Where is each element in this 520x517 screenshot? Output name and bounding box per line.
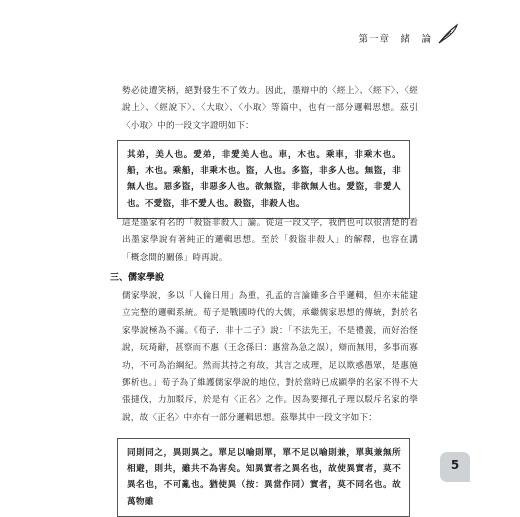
paragraph-mohist-intro: 勢必徒遭笑柄，絕對發生不了效力。因此，墨辯中的〈經上〉、〈經下〉、〈經說上〉、〈經說下〉、〈大取〉、〈小取〉等篇中，也有一部分邏輯思想。茲引〈小取〉中的一段文字證明如下： [122, 86, 418, 131]
section-heading-confucian: 三、儒家學說 [110, 273, 165, 283]
chapter-title: 第一章 緒 論 [358, 34, 432, 45]
paragraph-mohist-conclusion: 這是墨家有名的「殺盜非殺人」論。從這一段文字，我們也可以很清楚的看出墨家學說有著純正的邏輯思想。至於「殺盜非殺人」的解釋，也容在講「概念間的關係」時再說。 [122, 218, 418, 263]
quote-zhengming-text: 同則同之，異則異之。單足以喻則單，單不足以喻則兼，單與兼無所相避，則共，雖共不為害矣。知異實者之異名也，故使異實者，莫不異名也，不可亂也。猶使異（按：異當作同）實者，莫不同名也。故萬物雖 [127, 448, 401, 507]
quill-icon [436, 22, 460, 46]
page-number: 5 [450, 458, 460, 472]
page-number-badge [440, 452, 470, 482]
page-header [0, 28, 520, 48]
quote-xiaoqu [117, 140, 410, 219]
paragraph-confucian: 儒家學說，多以「人倫日用」為重，孔孟的言論雖多合乎邏輯，但亦未能建立完整的邏輯系統。荀子是戰國時代的大儒，承繼儒家思想的傳統，對於名家學說極為不滿。《荀子．非十二子》說：「不法先王，不是禮義，而好治怪說，玩琦辭，甚察而不惠（王念孫曰：惠當為急之誤），辯而無用，多事而寡功，不可為治綱紀。然而其持之有故，其言之成理，足以欺惑愚眾，是惠施鄧析也。」荀子為了維護儒家學說的地位，對於當時已成顯學的名家不得不大張撻伐，力加駁斥，於是有〈正名〉之作。因為要揮孔子理以駁斥名家的學說，故〈正名〉中亦有一部分邏輯思想。茲舉其中一段文字如下： [122, 291, 418, 423]
quote-zhengming [117, 438, 410, 517]
quote-xiaoqu-text: 其弟，美人也。愛弟，非愛美人也。車，木也。乘車，非乘木也。船，木也。乘船，非乘木也。盜，人也。多盜，非多人也。無盜，非無人也。惡多盜，非惡多人也。欲無盜，非欲無人也。愛盜，非愛人也。不愛盜，非不愛人也。殺盜，非殺人也。 [127, 150, 401, 209]
